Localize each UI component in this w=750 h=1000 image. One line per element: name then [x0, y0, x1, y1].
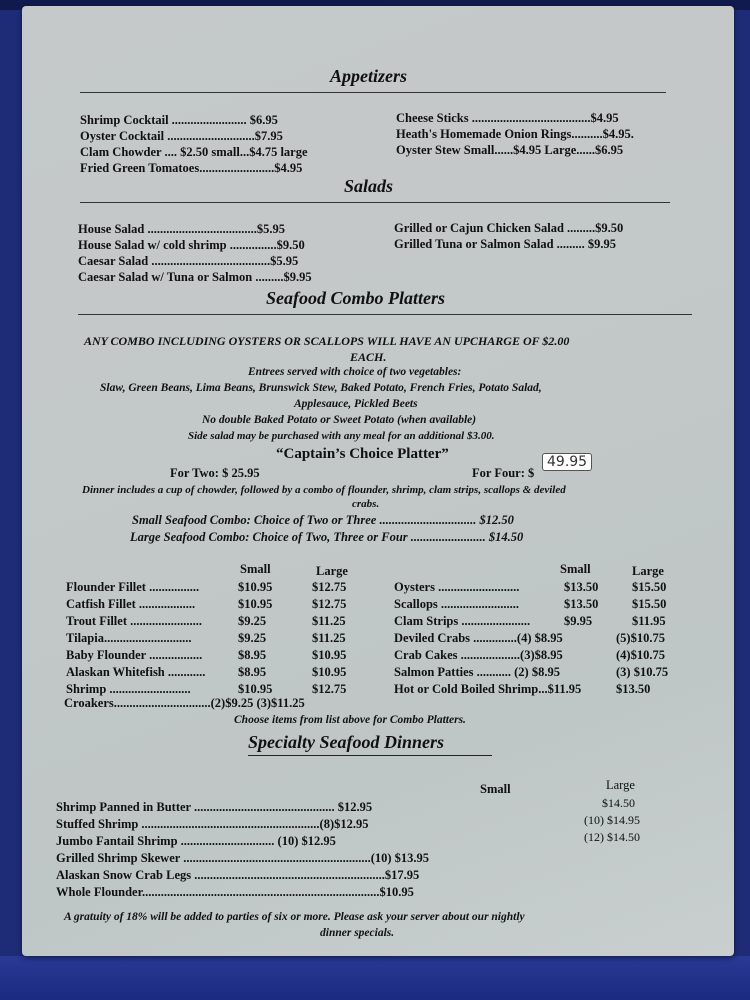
platter-item-large-price: $10.95: [312, 665, 347, 679]
specialty-underline: [248, 755, 492, 756]
salad-item: Caesar Salad w/ Tuna or Salmon .........$9.95: [78, 270, 312, 284]
vegetables-list: Slaw, Green Beans, Lima Beans, Brunswick Stew, Baked Potato, French Fries, Potato Salad,: [100, 382, 542, 394]
entrees-note: Entrees served with choice of two vegetables:: [248, 366, 462, 378]
platter-item-large-price: $12.75: [312, 597, 347, 611]
gratuity-note: A gratuity of 18% will be added to parties of six or more. Please ask your server about our nightly: [64, 911, 525, 923]
no-double-note: No double Baked Potato or Sweet Potato (when available): [202, 414, 477, 426]
platter-item-name: Deviled Crabs ..............(4) $8.95: [394, 631, 563, 645]
price-sticker: 49.95: [542, 453, 592, 471]
platter-item-large-price: (5)$10.75: [616, 631, 665, 645]
captain-for-four: For Four: $: [472, 466, 535, 480]
salads-rule: [80, 202, 670, 203]
platter-item-name: Flounder Fillet ................: [66, 580, 200, 594]
right-large-header: Large: [632, 564, 664, 578]
platter-item-name: Oysters ..........................: [394, 580, 520, 594]
croakers-item: Croakers...............................(2)$9.25 (3)$11.25: [64, 696, 305, 710]
menu-page: [22, 6, 734, 956]
platter-item-small-price: $9.95: [564, 614, 593, 628]
platter-item-large-price: $15.50: [632, 597, 667, 611]
platter-item-small-price: $8.95: [238, 665, 267, 679]
platter-item-large-price: $12.75: [312, 580, 347, 594]
platter-item-small-price: $10.95: [238, 580, 273, 594]
salad-item: House Salad ...................................$5.95: [78, 222, 285, 236]
salad-item: Grilled Tuna or Salmon Salad ......... $9.95: [394, 237, 617, 251]
specialty-item: Shrimp Panned in Butter ............................................. $12.95: [56, 800, 373, 814]
combo-heading: Seafood Combo Platters: [266, 288, 445, 308]
platter-item-large-price: $11.95: [632, 614, 666, 628]
platter-item-large-price: $11.25: [312, 614, 346, 628]
upcharge-note-each: EACH.: [350, 350, 387, 364]
appetizer-item: Shrimp Cocktail ........................ $6.95: [80, 113, 278, 127]
platter-item-large-price: $15.50: [632, 580, 667, 594]
binder-bottom-edge: [0, 956, 750, 1000]
salad-item: House Salad w/ cold shrimp ...............$9.50: [78, 238, 305, 252]
platter-item-large-price: $12.75: [312, 682, 347, 696]
upcharge-note: ANY COMBO INCLUDING OYSTERS OR SCALLOPS WILL HAVE AN UPCHARGE OF $2.00: [84, 334, 570, 348]
platter-item-small-price: $9.25: [238, 631, 267, 645]
specialty-item-large-price: (12) $14.50: [584, 830, 640, 844]
appetizers-rule: [80, 92, 666, 93]
appetizer-item: Clam Chowder .... $2.50 small...$4.75 large: [80, 145, 308, 159]
combo-rule: [78, 314, 692, 315]
appetizer-item: Cheese Sticks ......................................$4.95: [396, 111, 619, 125]
platter-item-small-price: $9.25: [238, 614, 267, 628]
platter-item-name: Alaskan Whitefish ............: [66, 665, 206, 679]
platter-item-name: Hot or Cold Boiled Shrimp...$11.95: [394, 682, 582, 696]
gratuity-note-2: dinner specials.: [320, 927, 395, 939]
small-combo: Small Seafood Combo: Choice of Two or Three ............................... $12.50: [132, 513, 514, 527]
salad-item: Grilled or Cajun Chicken Salad .........$9.50: [394, 221, 624, 235]
appetizer-item: Fried Green Tomatoes........................$4.95: [80, 161, 303, 175]
platter-item-name: Catfish Fillet ..................: [66, 597, 196, 611]
platter-item-large-price: $13.50: [616, 682, 651, 696]
specialty-item-large-price: (10) $14.95: [584, 813, 640, 827]
platter-item-name: Scallops .........................: [394, 597, 520, 611]
platter-item-small-price: $13.50: [564, 580, 599, 594]
right-small-header: Small: [560, 562, 591, 576]
platter-item-small-price: $10.95: [238, 597, 273, 611]
dinner-includes-note-2: crabs.: [352, 498, 380, 510]
specialty-large-header: Large: [606, 778, 635, 792]
platter-item-name: Salmon Patties ........... (2) $8.95: [394, 665, 560, 679]
platter-item-small-price: $8.95: [238, 648, 267, 662]
captain-platter-title: “Captain’s Choice Platter”: [276, 446, 449, 462]
specialty-small-header: Small: [480, 782, 511, 796]
platter-item-large-price: $11.25: [312, 631, 346, 645]
appetizer-item: Oyster Cocktail ............................$7.95: [80, 129, 283, 143]
platter-item-name: Shrimp ..........................: [66, 682, 191, 696]
vegetables-list-2: Applesauce, Pickled Beets: [294, 398, 418, 410]
specialty-item: Stuffed Shrimp .........................................................(8)$12.95: [56, 817, 369, 831]
platter-item-small-price: $10.95: [238, 682, 273, 696]
salad-item: Caesar Salad ......................................$5.95: [78, 254, 299, 268]
specialty-item: Grilled Shrimp Skewer ............................................................(10) $13.95: [56, 851, 430, 865]
platter-item-name: Crab Cakes ...................(3)$8.95: [394, 648, 563, 662]
captain-for-two: For Two: $ 25.95: [170, 466, 260, 480]
platter-item-large-price: (3) $10.75: [616, 665, 669, 679]
specialty-item: Alaskan Snow Crab Legs .............................................................$17.95: [56, 868, 420, 882]
left-small-header: Small: [240, 562, 271, 576]
platter-item-small-price: $13.50: [564, 597, 599, 611]
platter-item-name: Clam Strips ......................: [394, 614, 531, 628]
platter-item-name: Baby Flounder .................: [66, 648, 203, 662]
specialty-item: Whole Flounder............................................................................$10.95: [56, 885, 414, 899]
platter-item-large-price: (4)$10.75: [616, 648, 665, 662]
large-combo: Large Seafood Combo: Choice of Two, Three or Four ........................ $14.50: [130, 530, 524, 544]
appetizer-item: Oyster Stew Small......$4.95 Large......$6.95: [396, 143, 624, 157]
platter-item-large-price: $10.95: [312, 648, 347, 662]
specialty-heading: Specialty Seafood Dinners: [248, 732, 444, 752]
salads-heading: Salads: [344, 176, 394, 196]
dinner-includes-note: Dinner includes a cup of chowder, followed by a combo of flounder, shrimp, clam strips, scallops & deviled: [82, 484, 566, 496]
appetizers-heading: Appetizers: [330, 66, 408, 86]
specialty-item: Jumbo Fantail Shrimp .............................. (10) $12.95: [56, 834, 336, 848]
specialty-item-large-price: $14.50: [602, 796, 635, 810]
side-salad-note: Side salad may be purchased with any meal for an additional $3.00.: [188, 430, 495, 442]
left-large-header: Large: [316, 564, 348, 578]
platter-item-name: Trout Fillet .......................: [66, 614, 202, 628]
choose-items-note: Choose items from list above for Combo Platters.: [234, 714, 466, 726]
appetizer-item: Heath's Homemade Onion Rings..........$4.95.: [396, 127, 634, 141]
platter-item-name: Tilapia............................: [66, 631, 192, 645]
